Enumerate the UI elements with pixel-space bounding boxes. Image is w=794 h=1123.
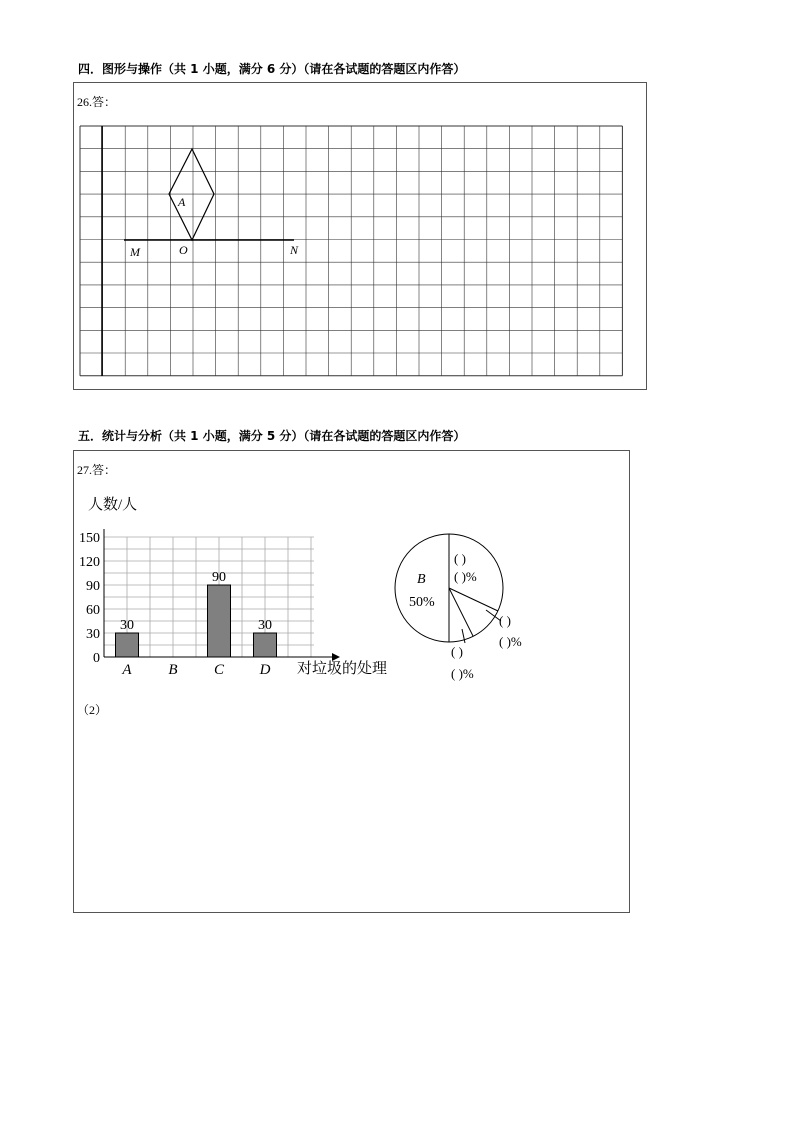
data-label: 30 <box>120 618 134 633</box>
pie-label-B: B <box>417 572 426 587</box>
bar <box>116 633 139 657</box>
y-tick-label: 90 <box>86 579 100 594</box>
pie-slot2-line1: ( ) <box>499 613 511 628</box>
y-tick-label: 30 <box>86 627 100 642</box>
pie-slot3-line1: ( ) <box>451 644 463 659</box>
chart-ylabel: 人数/人 <box>88 497 138 513</box>
y-tick-label: 150 <box>79 531 100 546</box>
x-tick-label: C <box>213 662 225 678</box>
answer-box-27 <box>73 450 630 913</box>
label-M: M <box>130 245 140 259</box>
grid-figure <box>74 83 646 389</box>
x-tick-label: B <box>168 662 178 678</box>
pie-slot1-line2: ( )% <box>454 569 477 584</box>
pie-label-B-percent: 50% <box>409 595 435 610</box>
pie-slot3-line2: ( )% <box>451 666 474 681</box>
answer-box-26 <box>73 82 647 390</box>
data-label: 30 <box>258 618 272 633</box>
pie-slot2-line2: ( )% <box>499 634 522 649</box>
y-tick-label: 60 <box>86 603 100 618</box>
label-O: O <box>179 243 188 257</box>
label-A: A <box>178 195 186 209</box>
x-axis-arrow-icon <box>332 653 340 661</box>
part2-label: （2） <box>77 703 108 717</box>
y-tick-label: 120 <box>79 555 100 570</box>
rhombus-A <box>169 149 214 240</box>
bar-chart <box>74 481 404 721</box>
pie-chart <box>389 526 589 696</box>
x-tick-label: D <box>259 662 271 678</box>
data-label: 90 <box>212 570 226 585</box>
question-26-label: 26.答： <box>77 95 117 109</box>
chart-xlabel: 对垃圾的处理 <box>297 661 388 677</box>
bar <box>254 633 277 657</box>
y-tick-label: 0 <box>93 651 100 666</box>
x-tick-label: A <box>122 662 132 678</box>
bar <box>208 585 231 657</box>
pie-slot1-line1: ( ) <box>454 551 466 566</box>
label-N: N <box>290 243 299 257</box>
section5-heading: 五．统计与分析（共 1 小题，满分 5 分）（请在各试题的答题区内作答） <box>78 429 466 443</box>
section4-heading: 四．图形与操作（共 1 小题，满分 6 分）（请在各试题的答题区内作答） <box>78 62 466 76</box>
question-27-label: 27.答： <box>77 463 117 477</box>
